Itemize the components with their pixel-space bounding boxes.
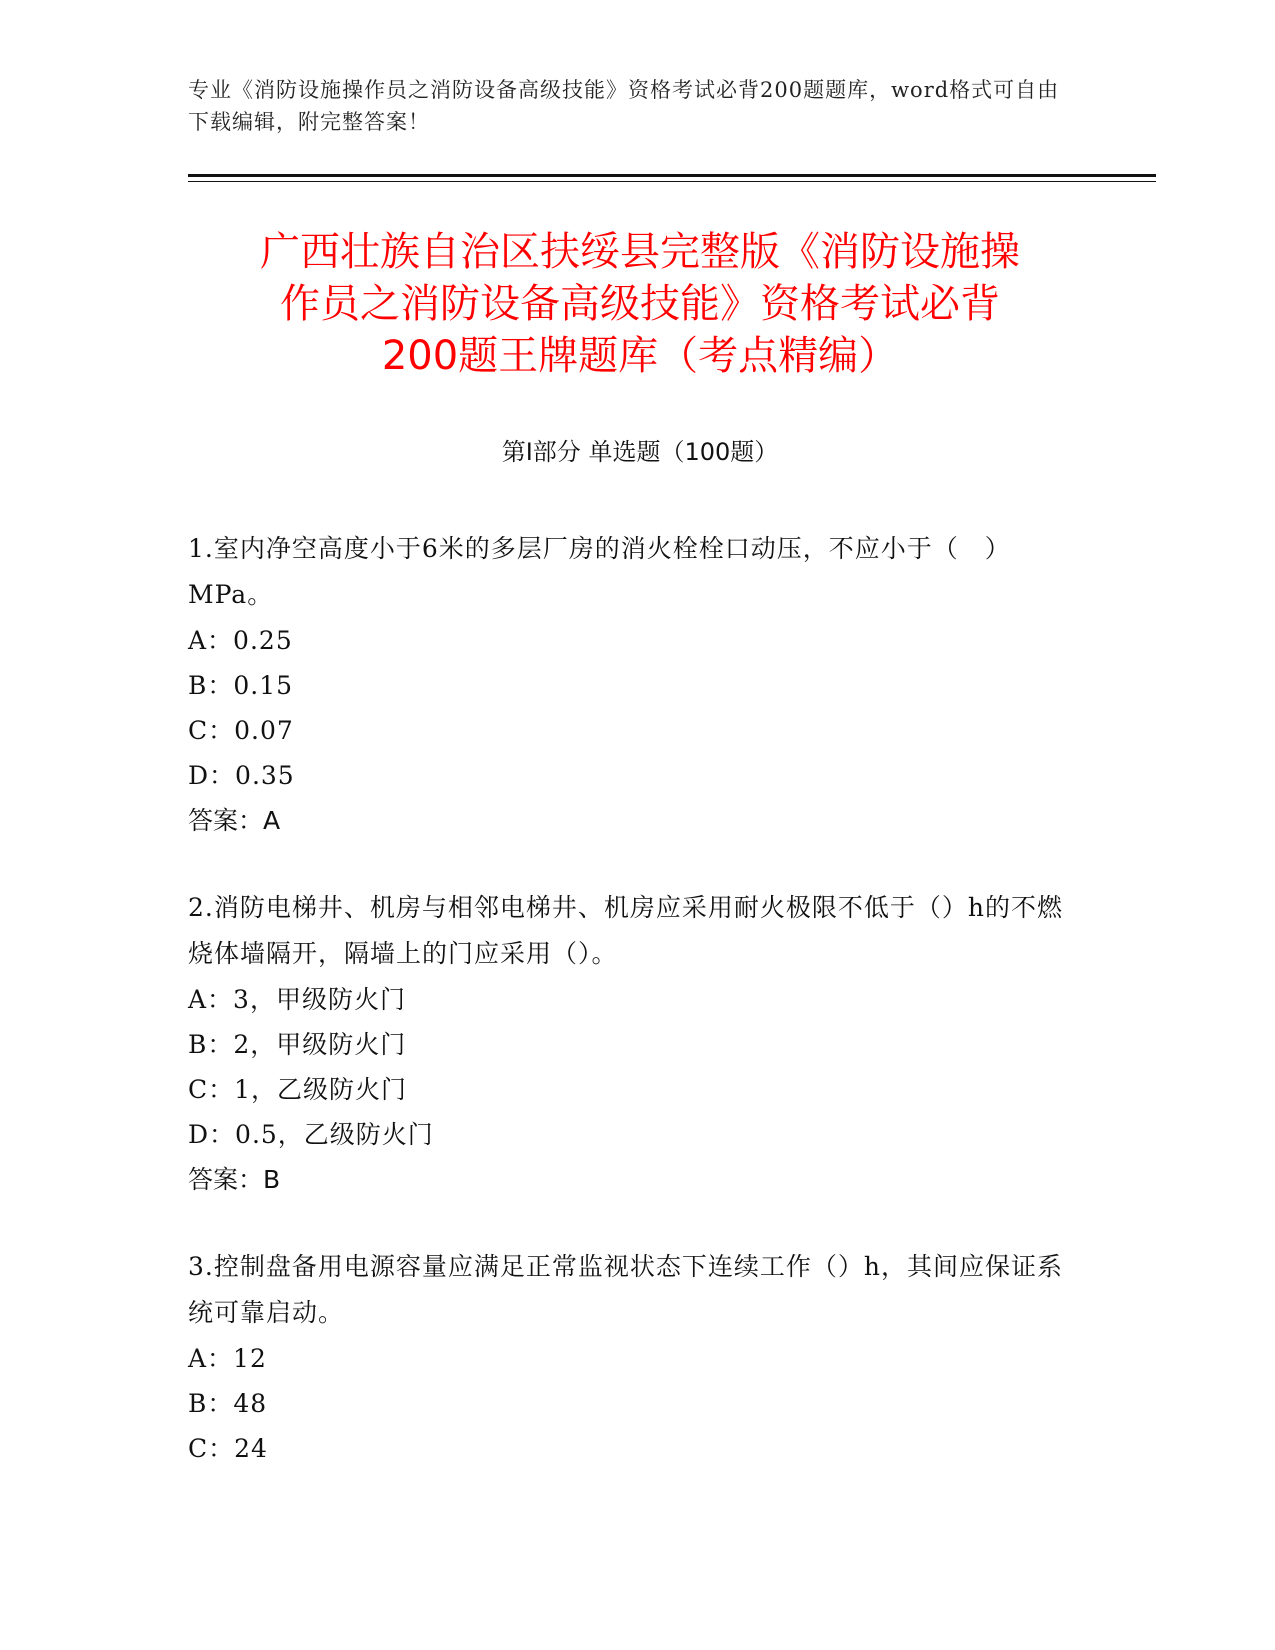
- option-b: B：48: [188, 1389, 268, 1418]
- option-d: D：0.5，乙级防火门: [188, 1120, 434, 1149]
- option-c: C：24: [188, 1434, 268, 1463]
- option-d: D：0.35: [188, 761, 295, 790]
- option-a: A：3，甲级防火门: [188, 985, 406, 1014]
- title-line-1: 广西壮族自治区扶绥县完整版《消防设施操: [260, 229, 1020, 275]
- question-stem: 1.室内净空高度小于6米的多层厂房的消火栓栓口动压，不应小于（ ）MPa。: [188, 534, 1011, 609]
- question-1: [188, 526, 1088, 844]
- option-b: B：0.15: [188, 671, 294, 700]
- answer: 答案：B: [188, 1165, 281, 1194]
- answer: 答案：A: [188, 806, 281, 835]
- option-a: A：12: [188, 1344, 267, 1373]
- section-title: 第Ⅰ部分 单选题（100题）: [501, 438, 779, 466]
- option-c: C：1，乙级防火门: [188, 1075, 408, 1104]
- document-title: [160, 226, 1120, 382]
- title-line-2: 作员之消防设备高级技能》资格考试必背: [280, 281, 1000, 327]
- question-3: [188, 1244, 1088, 1471]
- question-stem: 2.消防电梯井、机房与相邻电梯井、机房应采用耐火极限不低于（）h的不燃烧体墙隔开，隔墙上的门应采用（）。: [188, 893, 1063, 968]
- question-stem: 3.控制盘备用电源容量应满足正常监视状态下连续工作（）h，其间应保证系统可靠启动。: [188, 1252, 1063, 1327]
- header-rule-thin: [188, 181, 1156, 182]
- title-line-3: 200题王牌题库（考点精编）: [381, 333, 899, 379]
- header-rule-thick: [188, 174, 1156, 177]
- header-note: 专业《消防设施操作员之消防设备高级技能》资格考试必背200题题库，word格式可自由下载编辑，附完整答案！: [188, 78, 1060, 134]
- option-b: B：2，甲级防火门: [188, 1030, 407, 1059]
- option-a: A：0.25: [188, 626, 293, 655]
- question-2: [188, 885, 1088, 1203]
- option-c: C：0.07: [188, 716, 294, 745]
